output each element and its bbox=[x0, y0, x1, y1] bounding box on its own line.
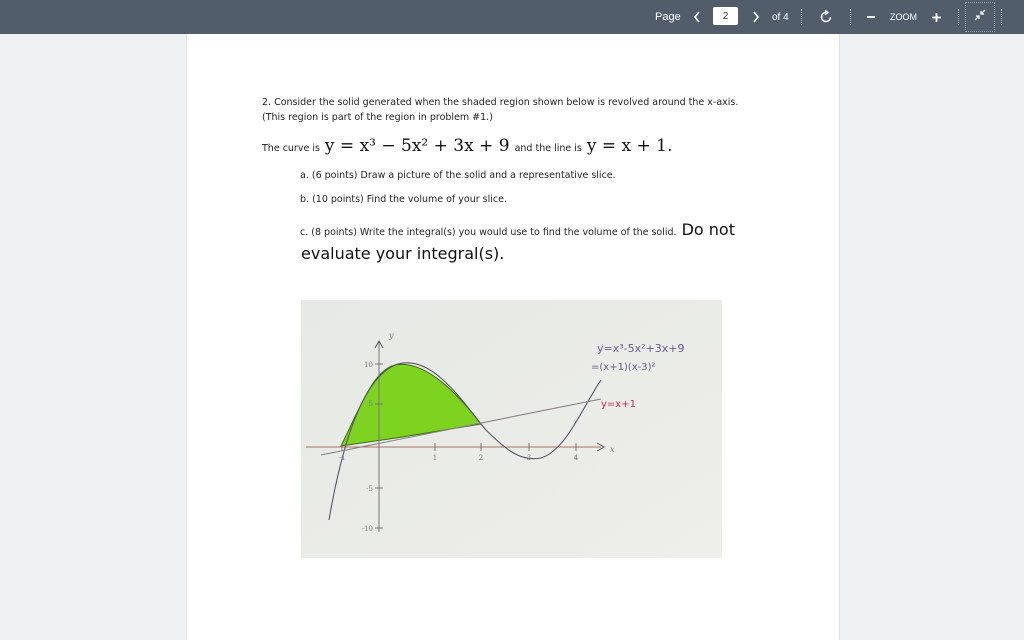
y-axis-label: y bbox=[389, 331, 394, 340]
question-line-1: 2. Consider the solid generated when the shaded region shown below is revolved around the x-axis. bbox=[262, 97, 739, 108]
minus-icon[interactable] bbox=[864, 0, 878, 34]
y-tick-neg5: -5 bbox=[366, 485, 373, 493]
line-prefix: and the line is bbox=[514, 143, 582, 154]
curve-factored-annotation: =(x+1)(x-3)² bbox=[591, 362, 656, 373]
figure-photo bbox=[301, 300, 722, 558]
x-tick-4: 4 bbox=[573, 454, 579, 462]
toolbar-divider bbox=[801, 9, 802, 25]
line-annotation: y=x+1 bbox=[601, 399, 636, 410]
page-label: Page bbox=[655, 11, 681, 23]
toolbar-divider bbox=[1001, 9, 1002, 25]
x-tick-2: 2 bbox=[478, 454, 484, 462]
y-tick-5: 5 bbox=[368, 400, 373, 408]
chevron-right-icon[interactable] bbox=[749, 0, 763, 34]
x-tick-1: 1 bbox=[432, 454, 438, 462]
curve-annotation: y=x³-5x²+3x+9 bbox=[597, 342, 685, 355]
curve-prefix: The curve is bbox=[262, 143, 320, 154]
zoom-label: ZOOM bbox=[890, 12, 917, 22]
y-tick-neg10: -10 bbox=[361, 525, 373, 533]
page-number-input[interactable]: 2 bbox=[713, 7, 738, 25]
x-axis-label: x bbox=[610, 445, 615, 454]
toolbar-divider bbox=[958, 9, 959, 25]
x-tick-neg1: -1 bbox=[338, 454, 346, 462]
rotate-icon[interactable] bbox=[817, 0, 835, 34]
toolbar-divider bbox=[850, 9, 851, 25]
equation-line bbox=[262, 136, 672, 156]
pdf-toolbar bbox=[0, 0, 1024, 34]
plus-icon[interactable] bbox=[929, 0, 943, 34]
page-count: of 4 bbox=[772, 11, 789, 23]
part-c-text: c. (8 points) Write the integral(s) you would use to find the volume of the solid. bbox=[300, 227, 677, 238]
collapse-arrows-icon bbox=[974, 8, 986, 26]
line-equation: y = x + 1. bbox=[586, 136, 673, 156]
exit-fullscreen-button[interactable] bbox=[965, 2, 995, 32]
part-c-emphasis-2: evaluate your integral(s). bbox=[301, 244, 505, 263]
chevron-left-icon[interactable] bbox=[690, 0, 704, 34]
question-line-2: (This region is part of the region in problem #1.) bbox=[262, 112, 493, 123]
part-b: b. (10 points) Find the volume of your slice. bbox=[300, 194, 507, 205]
part-c-emphasis: Do not bbox=[681, 220, 735, 239]
part-a: a. (6 points) Draw a picture of the solid and a representative slice. bbox=[300, 170, 616, 181]
curve-equation: y = x³ − 5x² + 3x + 9 bbox=[324, 136, 510, 156]
y-tick-10: 10 bbox=[364, 361, 373, 369]
x-tick-3: 3 bbox=[526, 454, 532, 462]
part-c bbox=[300, 220, 735, 239]
